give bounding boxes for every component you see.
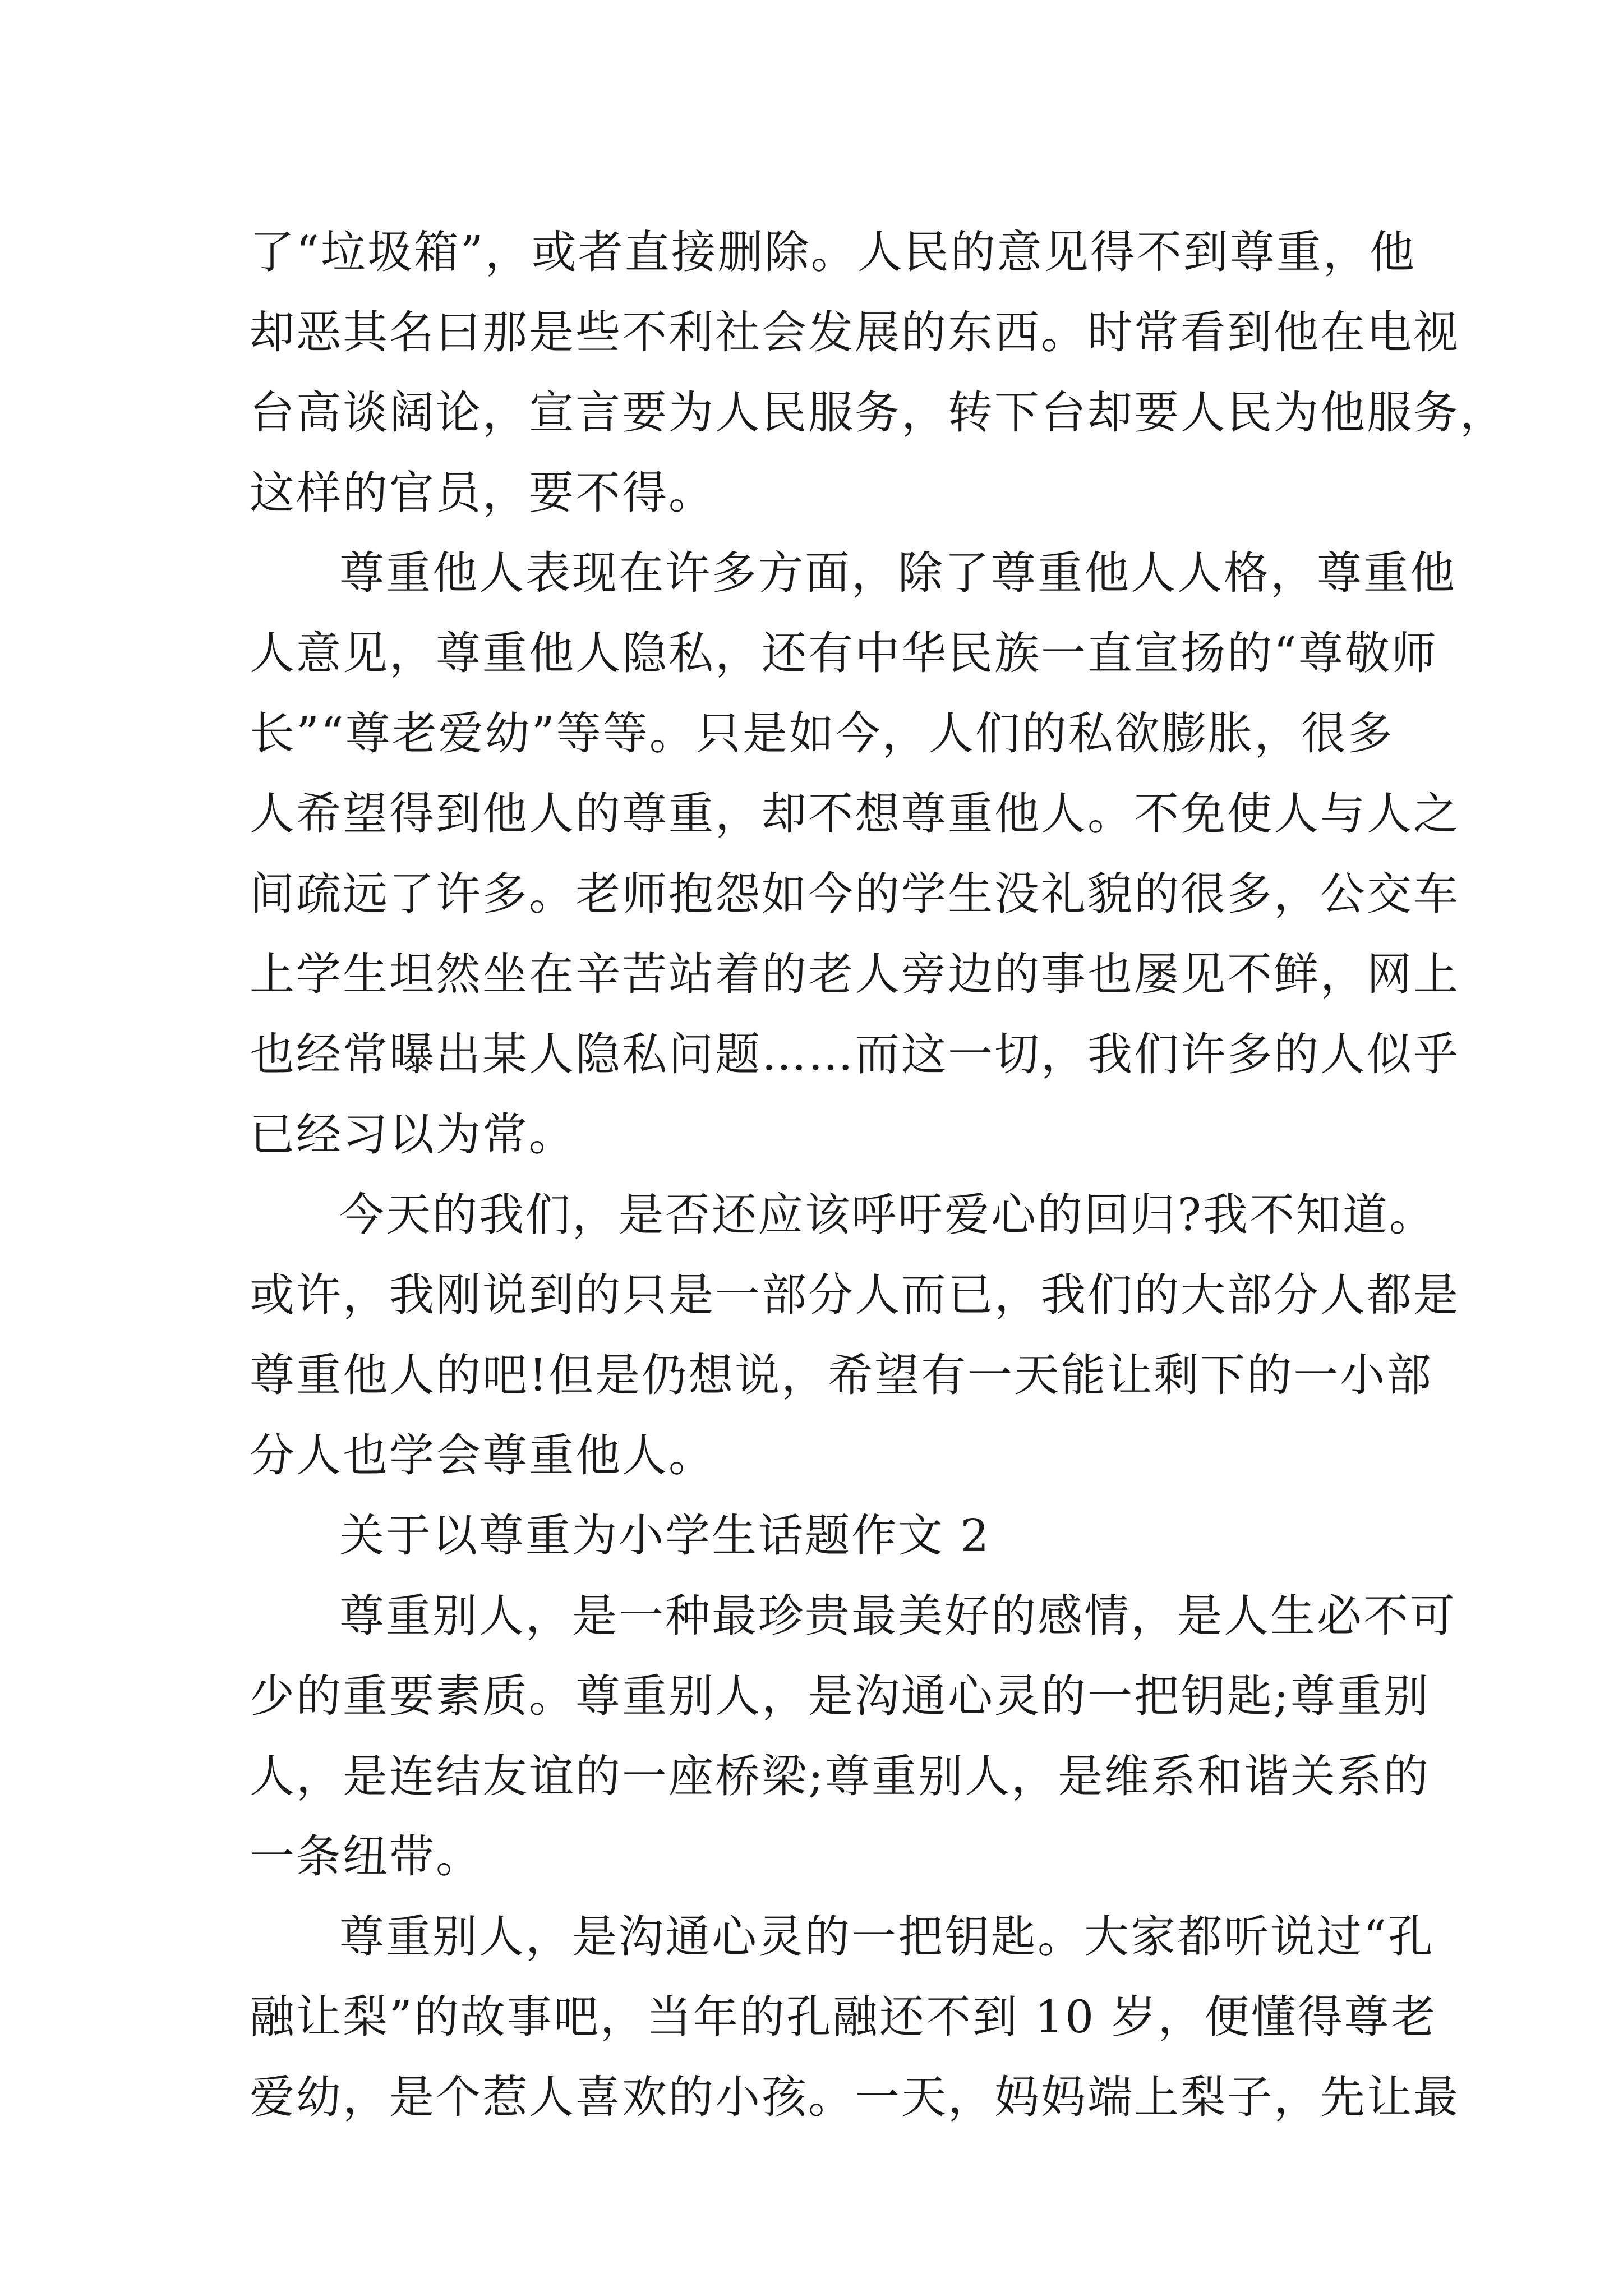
text-line: 分人也学会尊重他人。 (250, 1429, 715, 1481)
text-line: 一条纽带。 (250, 1830, 482, 1883)
text-line: 了“垃圾箱”，或者直接删除。人民的意见得不到尊重，他 (250, 226, 1416, 278)
text-line: 尊重别人，是沟通心灵的一把钥匙。大家都听说过“孔 (339, 1911, 1435, 1963)
text-line: 尊重他人表现在许多方面，除了尊重他人人格，尊重他 (339, 547, 1456, 599)
text-line: 尊重他人的吧!但是仍想说，希望有一天能让剩下的一小部 (250, 1349, 1433, 1401)
text-line: 上学生坦然坐在辛苦站着的老人旁边的事也屡见不鲜，网上 (250, 948, 1460, 1000)
text-line: 今天的我们，是否还应该呼吁爱心的回归?我不知道。 (339, 1189, 1436, 1241)
text-line: 长”“尊老爱幼”等等。只是如今，人们的私欲膨胀，很多 (250, 707, 1394, 760)
document-body (250, 212, 1506, 2137)
paragraph-5 (250, 1897, 1460, 2137)
text-line: 间疏远了许多。老师抱怨如今的学生没礼貌的很多，公交车 (250, 868, 1460, 920)
paragraph-1 (250, 212, 1506, 533)
text-line: 或许，我刚说到的只是一部分人而已，我们的大部分人都是 (250, 1269, 1460, 1321)
text-line: 人，是连结友谊的一座桥梁;尊重别人，是维系和谐关系的 (250, 1750, 1430, 1802)
text-line: 融让梨”的故事吧，当年的孔融还不到 10 岁，便懂得尊老 (250, 1991, 1437, 2043)
paragraph-2 (250, 533, 1460, 1175)
text-line: 这样的官员，要不得。 (250, 467, 715, 519)
text-line: 却恶其名曰那是些不利社会发展的东西。时常看到他在电视 (250, 306, 1460, 358)
text-line: 少的重要素质。尊重别人，是沟通心灵的一把钥匙;尊重别 (250, 1670, 1430, 1722)
text-line: 也经常曝出某人隐私问题……而这一切，我们许多的人似乎 (250, 1028, 1460, 1080)
text-line: 人希望得到他人的尊重，却不想尊重他人。不免使人与人之 (250, 788, 1460, 840)
text-line: 人意见，尊重他人隐私，还有中华民族一直宣扬的“尊敬师 (250, 627, 1438, 679)
text-line: 已经习以为常。 (250, 1108, 575, 1161)
text-line: 台高谈阔论，宣言要为人民服务，转下台却要人民为他服务， (250, 386, 1506, 439)
section-heading (250, 1496, 1388, 1576)
paragraph-3 (250, 1175, 1460, 1496)
paragraph-4 (250, 1576, 1456, 1897)
text-line: 爱幼，是个惹人喜欢的小孩。一天，妈妈端上梨子，先让最 (250, 2071, 1460, 2123)
text-line: 尊重别人，是一种最珍贵最美好的感情，是人生必不可 (339, 1590, 1456, 1642)
heading-text: 关于以尊重为小学生话题作文 2 (339, 1510, 991, 1562)
